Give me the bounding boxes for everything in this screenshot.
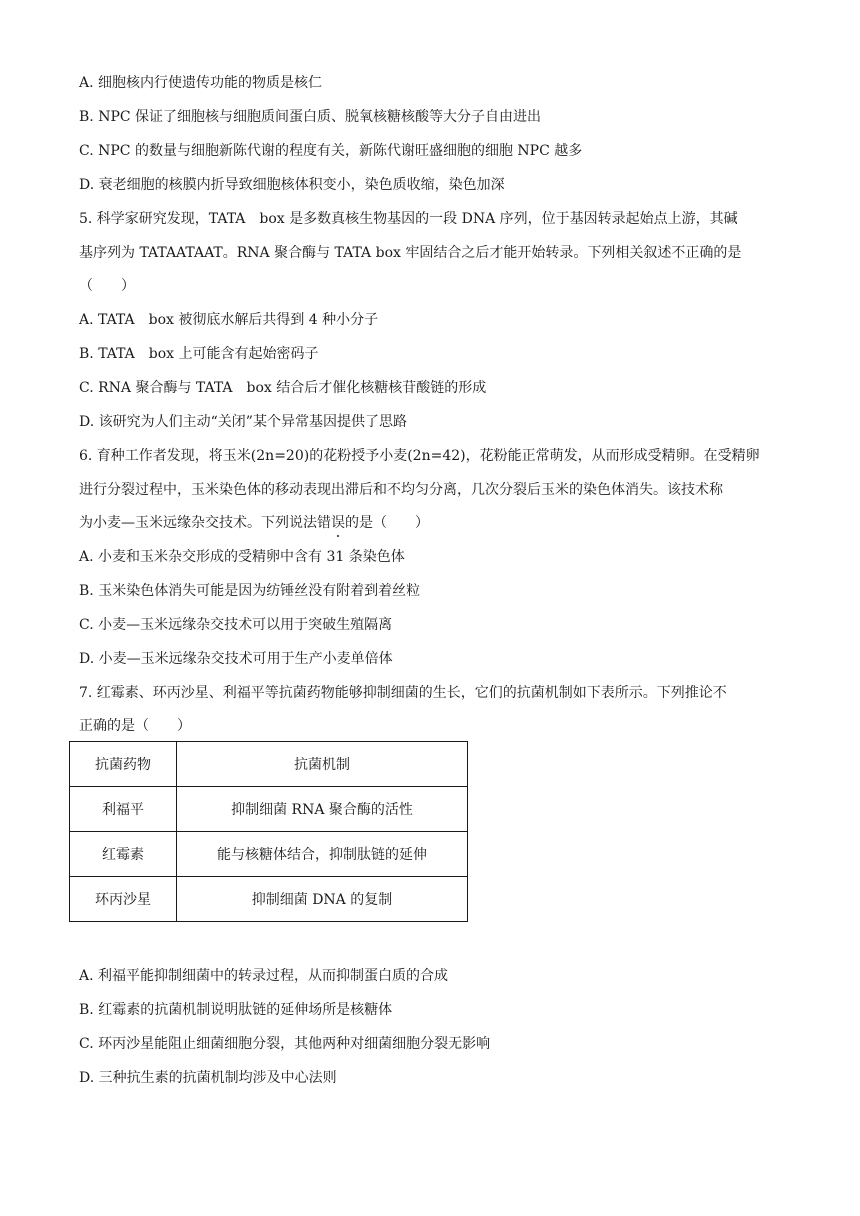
table-cell: 环丙沙星 [70,877,177,922]
table-cell: 能与核糖体结合，抑制肽链的延伸 [177,832,468,877]
q5-option-d: D. 该研究为人们主动“关闭”某个异常基因提供了思路 [79,414,407,430]
table-cell: 抑制细菌 DNA 的复制 [177,877,468,922]
table-cell: 抑制细菌 RNA 聚合酶的活性 [177,787,468,832]
emphasis-mark: 误 [331,515,345,531]
q5-option-c: C. RNA 聚合酶与 TATA box 结合后才催化核糖核苷酸链的形成 [79,380,487,396]
q4-option-b: B. NPC 保证了细胞核与细胞质间蛋白质、脱氧核糖核酸等大分子自由进出 [79,109,542,125]
q5-stem-line2: 基序列为 TATAATAAT。RNA 聚合酶与 TATA box 牢固结合之后才能开始转录。下列相关叙述不正确的是 [79,245,742,261]
q6-option-d: D. 小麦—玉米远缘杂交技术可用于生产小麦单倍体 [79,651,393,667]
q5-stem-line3: （ ） [79,278,135,294]
table-row [70,877,468,922]
table-header-cell: 抗菌机制 [177,742,468,787]
table-row [70,832,468,877]
q6-stem-line3 [79,513,429,533]
q6-stem-line3-pre: 为小麦—玉米远缘杂交技术。下列说法错 [79,515,331,531]
q7-stem-line2: 正确的是（ ） [79,718,191,734]
q7-option-b: B. 红霉素的抗菌机制说明肽链的延伸场所是核糖体 [79,1002,393,1018]
q6-option-a: A. 小麦和玉米杂交形成的受精卵中含有 31 条染色体 [79,549,405,565]
q6-stem-line1: 6. 育种工作者发现，将玉米(2n=20)的花粉授予小麦(2n=42)，花粉能正常萌发，从而形成受精卵。在受精卵 [79,448,760,464]
q5-stem-line1: 5. 科学家研究发现，TATA box 是多数真核生物基因的一段 DNA 序列，位于基因转录起始点上游，其碱 [79,211,738,227]
q4-option-d: D. 衰老细胞的核膜内折导致细胞核体积变小，染色质收缩，染色加深 [79,177,505,193]
table-cell: 利福平 [70,787,177,832]
q4-option-c: C. NPC 的数量与细胞新陈代谢的程度有关，新陈代谢旺盛细胞的细胞 NPC 越多 [79,143,583,159]
q7-option-a: A. 利福平能抑制细菌中的转录过程，从而抑制蛋白质的合成 [79,968,449,984]
q7-option-d: D. 三种抗生素的抗菌机制均涉及中心法则 [79,1070,337,1086]
q5-option-a: A. TATA box 被彻底水解后共得到 4 种小分子 [79,312,379,328]
q7-stem-line1: 7. 红霉素、环丙沙星、利福平等抗菌药物能够抑制细菌的生长，它们的抗菌机制如下表所示。下列推论不 [79,685,727,701]
table-header-cell: 抗菌药物 [70,742,177,787]
q4-option-a: A. 细胞核内行使遗传功能的物质是核仁 [79,75,323,91]
q7-option-c: C. 环丙沙星能阻止细菌细胞分裂，其他两种对细菌细胞分裂无影响 [79,1036,491,1052]
antibiotic-mechanism-table [69,741,468,922]
q6-option-c: C. 小麦—玉米远缘杂交技术可以用于突破生殖隔离 [79,617,393,633]
table-row [70,787,468,832]
table-header-row [70,742,468,787]
table-cell: 红霉素 [70,832,177,877]
q6-stem-line2: 进行分裂过程中，玉米染色体的移动表现出滞后和不均匀分离，几次分裂后玉米的染色体消失。该技术称 [79,482,723,498]
q6-stem-line3-post: 的是（ ） [345,515,429,531]
q5-option-b: B. TATA box 上可能含有起始密码子 [79,346,319,362]
q6-option-b: B. 玉米染色体消失可能是因为纺锤丝没有附着到着丝粒 [79,583,421,599]
